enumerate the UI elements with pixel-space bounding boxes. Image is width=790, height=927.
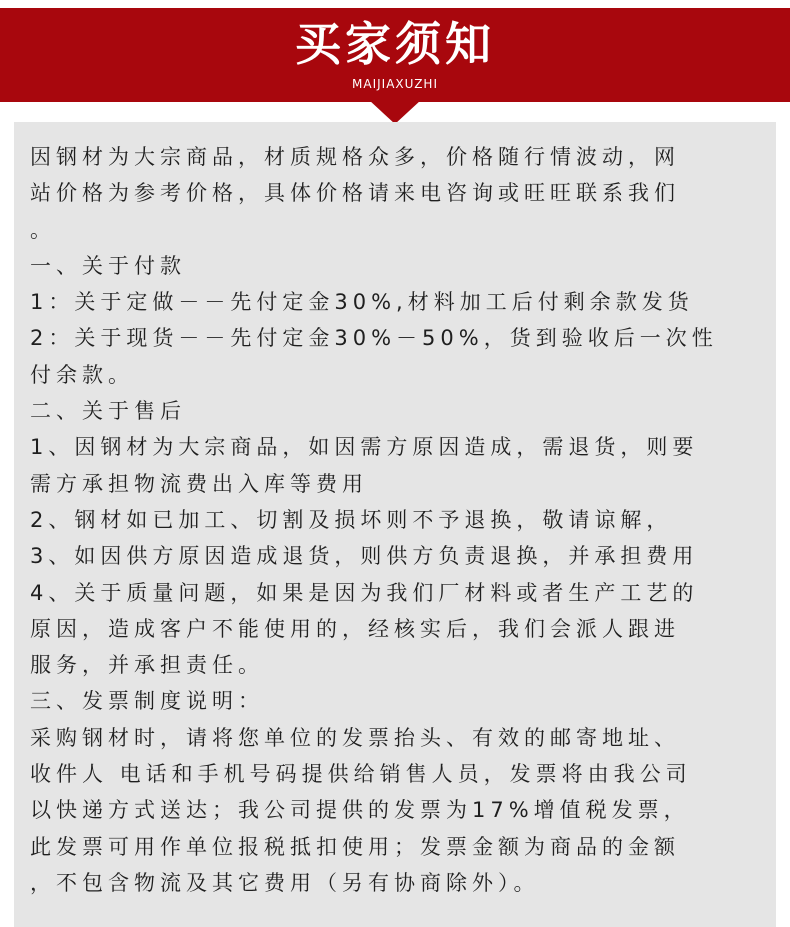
section-heading-after-sales: 二、关于售后 (30, 399, 186, 424)
notice-line: 收件人 电话和手机号码提供给销售人员，发票将由我公司 (30, 762, 692, 787)
notice-line: 1、因钢材为大宗商品，如因需方原因造成，需退货，则要 (30, 435, 699, 460)
notice-line: 1：关于定做－－先付定金30%,材料加工后付剩余款发货 (30, 290, 694, 315)
section-heading-invoice: 三、发票制度说明： (30, 689, 264, 714)
notice-line: 服务，并承担责任。 (30, 653, 264, 678)
notice-line: 付余款。 (30, 362, 134, 387)
notice-line: 2：关于现货－－先付定金30%－50%，货到验收后一次性 (30, 326, 718, 351)
page-title: 买家须知 (295, 17, 495, 71)
notice-line: 采购钢材时，请将您单位的发票抬头、有效的邮寄地址、 (30, 725, 680, 750)
notice-line: 3、如因供方原因造成退货，则供方负责退换，并承担费用 (30, 544, 699, 569)
notice-line: 。 (30, 217, 56, 242)
notice-line: 站价格为参考价格，具体价格请来电咨询或旺旺联系我们 (30, 181, 680, 206)
notice-line: 因钢材为大宗商品，材质规格众多，价格随行情波动，网 (30, 145, 680, 169)
banner-pointer (369, 100, 421, 124)
notice-line: 原因，造成客户不能使用的，经核实后，我们会派人跟进 (30, 616, 680, 641)
notice-line: 2、钢材如已加工、切割及损坏则不予退换，敬请谅解， (30, 507, 673, 532)
section-heading-payment: 一、关于付款 (30, 253, 186, 278)
notice-line: ，不包含物流及其它费用（另有协商除外）。 (30, 870, 540, 895)
notice-text (30, 139, 774, 901)
notice-line: 4、关于质量问题，如果是因为我们厂材料或者生产工艺的 (30, 580, 699, 605)
notice-line: 此发票可用作单位报税抵扣使用；发票金额为商品的金额 (30, 834, 680, 859)
notice-line: 以快递方式送达；我公司提供的发票为17%增值税发票， (30, 798, 690, 823)
page-subtitle: MAIJIAXUZHI (352, 77, 438, 91)
notice-line: 需方承担物流费出入库等费用 (30, 471, 368, 496)
